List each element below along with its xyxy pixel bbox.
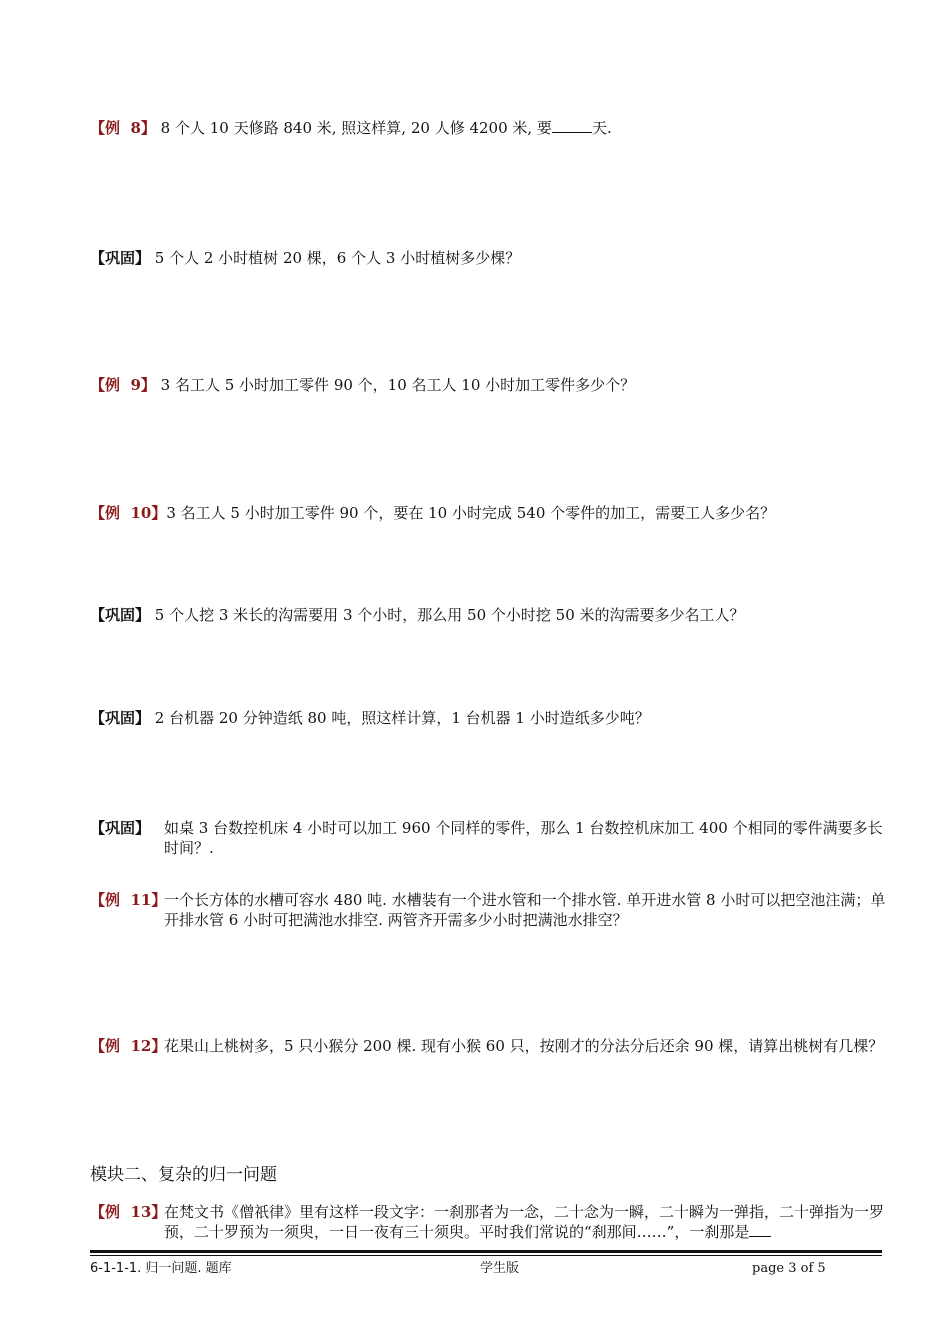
problem-text: 3 名工人 5 小时加工零件 90 个，要在 10 小时完成 540 个零件的加工，需要工人多少名？ bbox=[166, 504, 776, 522]
problem-tag: 【巩固】 bbox=[90, 249, 151, 267]
problem-text: 2 台机器 20 分钟造纸 80 吨，照这样计算，1 台机器 1 小时造纸多少吨？ bbox=[150, 709, 650, 727]
problem-consolidate-2 bbox=[90, 605, 890, 625]
problem-consolidate-4 bbox=[90, 818, 890, 858]
problem-tag: 【例 11】 bbox=[90, 891, 167, 909]
problem-consolidate-3 bbox=[90, 708, 890, 728]
problem-tag: 【例 12】 bbox=[90, 1037, 167, 1055]
problem-example-10 bbox=[90, 503, 890, 523]
footer-course-code: 6-1-1-1. 归一问题. 题库 bbox=[90, 1261, 232, 1276]
problem-example-9 bbox=[90, 375, 890, 395]
answer-blank bbox=[552, 118, 592, 133]
problem-text-wrapper bbox=[90, 1202, 890, 1242]
problem-tag: 【巩固】 bbox=[90, 709, 151, 727]
footer-rule-thin bbox=[90, 1255, 882, 1256]
problem-tag: 【巩固】 bbox=[90, 606, 151, 624]
problem-tag: 【例 10】 bbox=[90, 504, 167, 522]
problem-consolidate-1 bbox=[90, 248, 890, 268]
footer-edition: 学生版 bbox=[480, 1261, 520, 1276]
problem-text: 花果山上桃树多，5 只小猴分 200 棵. 现有小猴 60 只，按刚才的分法分后还余 90 棵，请算出桃树有几棵？ bbox=[164, 1037, 884, 1055]
footer-page-number: page 3 of 5 bbox=[752, 1261, 826, 1276]
problem-tag: 【例 9】 bbox=[90, 376, 156, 394]
section-heading: 模块二、复杂的归一问题 bbox=[90, 1165, 277, 1185]
problem-text: 一个长方体的水槽可容水 480 吨. 水槽装有一个进水管和一个排水管. 单开进水管 8 小时可以把空池注满；单开排水管 6 小时可把满池水排空. 两管齐开需多少小时把满池水排空？ bbox=[164, 891, 886, 929]
problem-tag: 【例 13】 bbox=[90, 1203, 167, 1221]
problem-example-13 bbox=[90, 1202, 890, 1242]
answer-blank bbox=[749, 1222, 771, 1237]
problem-text: 5 个人挖 3 米长的沟需要用 3 个小时，那么用 50 个小时挖 50 米的沟需要多少名工人？ bbox=[150, 606, 745, 624]
footer-rule-thick bbox=[90, 1250, 882, 1253]
problem-text: 在梵文书《僧祇律》里有这样一段文字：一刹那者为一念，二十念为一瞬，二十瞬为一弹指，二十弹指为一罗预，二十罗预为一须臾，一日一夜有三十须臾。平时我们常说的“刹那间……”，一刹那是 bbox=[164, 1203, 885, 1241]
problem-example-8 bbox=[90, 118, 890, 138]
problem-text-after-blank: 天. bbox=[591, 119, 612, 137]
problem-text: 5 个人 2 小时植树 20 棵，6 个人 3 小时植树多少棵？ bbox=[150, 249, 521, 267]
problem-example-12 bbox=[90, 1036, 890, 1056]
problem-text: 8 个人 10 天修路 840 米, 照这样算, 20 人修 4200 米, 要 bbox=[155, 119, 552, 137]
problem-example-11 bbox=[90, 890, 890, 930]
problem-text: 3 名工人 5 小时加工零件 90 个，10 名工人 10 小时加工零件多少个？ bbox=[155, 376, 636, 394]
problem-tag: 【巩固】 bbox=[90, 819, 151, 837]
problem-tag: 【例 8】 bbox=[90, 119, 156, 137]
problem-text: 如桌 3 台数控机床 4 小时可以加工 960 个同样的零件，那么 1 台数控机床加工 400 个相同的零件满要多长时间？. bbox=[164, 819, 883, 857]
